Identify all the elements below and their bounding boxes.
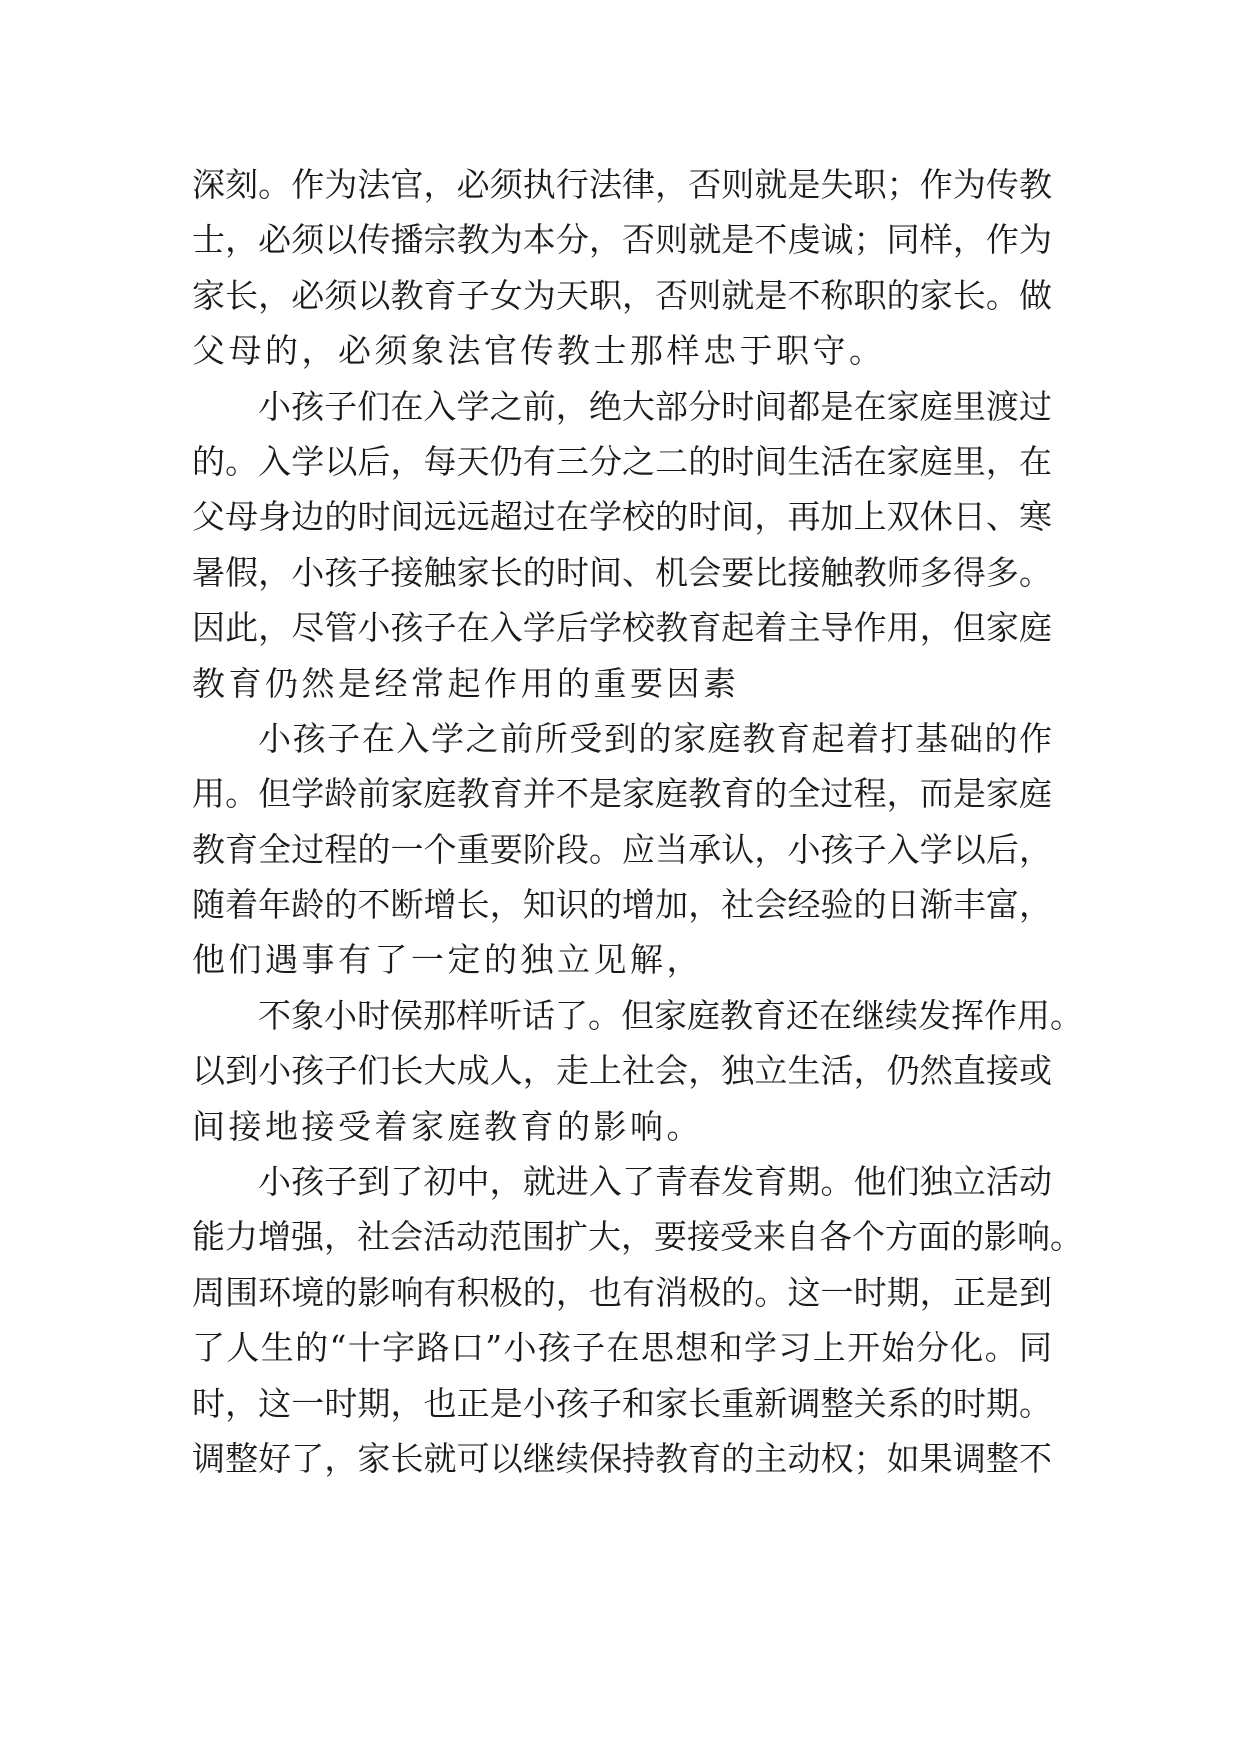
text-line: 周围环境的影响有积极的，也有消极的。这一时期，正是到 xyxy=(192,1272,1052,1312)
text-line: 深刻。作为法官，必须执行法律，否则就是失职；作为传教 xyxy=(192,165,1052,204)
text-line: 小孩子到了初中，就进入了青春发育期。他们独立活动 xyxy=(258,1162,1052,1202)
text-line: 教育仍然是经常起作用的重要因素 xyxy=(192,663,740,703)
text-line: 了人生的“十字路口”小孩子在思想和学习上开始分化。同 xyxy=(192,1328,1052,1368)
text-line: 用。但学龄前家庭教育并不是家庭教育的全过程，而是家庭 xyxy=(192,774,1052,814)
text-line: 教育全过程的一个重要阶段。应当承认，小孩子入学以后， xyxy=(192,829,1052,869)
text-line: 不象小时侯那样听话了。但家庭教育还在继续发挥作用。 xyxy=(258,995,1083,1035)
paragraph-1 xyxy=(192,157,1052,379)
text-line: 的。入学以后，每天仍有三分之二的时间生活在家庭里，在 xyxy=(192,441,1052,481)
text-line: 时，这一时期，也正是小孩子和家长重新调整关系的时期。 xyxy=(192,1383,1052,1423)
paragraph-2 xyxy=(192,379,1052,711)
text-line: 随着年龄的不断增长，知识的增加，社会经验的日渐丰富， xyxy=(192,885,1052,925)
text-line: 能力增强，社会活动范围扩大，要接受来自各个方面的影响。 xyxy=(192,1217,1083,1257)
text-line: 士，必须以传播宗教为本分，否则就是不虔诚；同样，作为 xyxy=(192,220,1052,260)
text-line: 调整好了，家长就可以继续保持教育的主动权；如果调整不 xyxy=(192,1438,1052,1478)
text-line: 父母的，必须象法官传教士那样忠于职守。 xyxy=(192,331,886,371)
paragraph-3 xyxy=(192,711,1052,988)
text-line: 间接地接受着家庭教育的影响。 xyxy=(192,1106,703,1146)
text-line: 因此，尽管小孩子在入学后学校教育起着主导作用，但家庭 xyxy=(192,608,1052,648)
text-line: 家长，必须以教育子女为天职，否则就是不称职的家长。做 xyxy=(192,275,1052,315)
paragraph-5 xyxy=(192,1154,1083,1486)
paragraph-4 xyxy=(192,988,1083,1154)
text-line: 父母身边的时间远远超过在学校的时间，再加上双休日、寒 xyxy=(192,497,1052,537)
text-line: 以到小孩子们长大成人，走上社会，独立生活，仍然直接或 xyxy=(192,1051,1052,1091)
text-line: 暑假，小孩子接触家长的时间、机会要比接触教师多得多。 xyxy=(192,552,1052,592)
text-line: 小孩子们在入学之前，绝大部分时间都是在家庭里渡过 xyxy=(258,386,1052,426)
body-text xyxy=(192,157,1083,1486)
text-line: 他们遇事有了一定的独立见解， xyxy=(192,940,703,980)
text-line: 小孩子在入学之前所受到的家庭教育起着打基础的作 xyxy=(258,718,1052,758)
